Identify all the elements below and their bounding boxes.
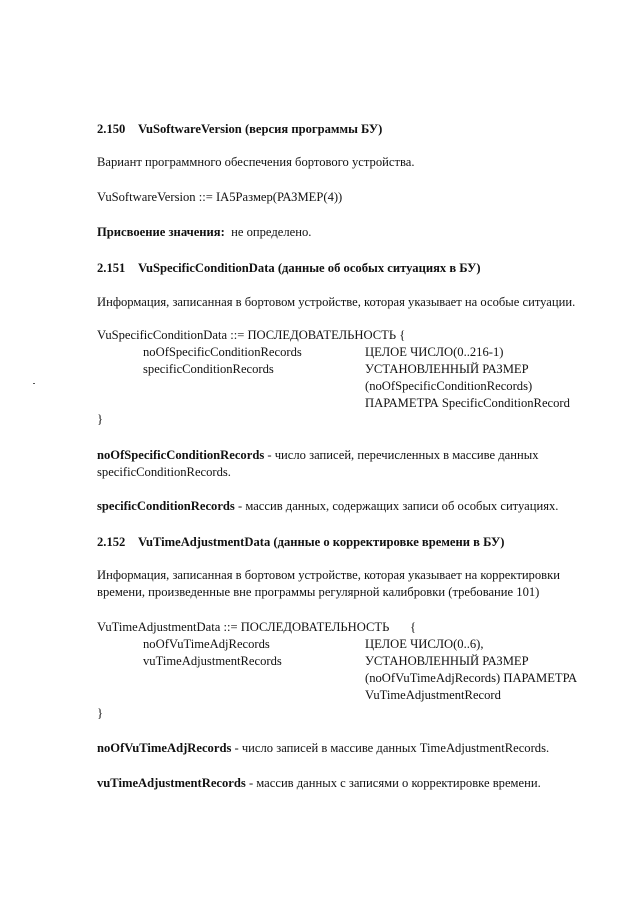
section-heading-2-152 — [97, 535, 504, 550]
scan-speck — [33, 383, 35, 384]
field-type: ЦЕЛОЕ ЧИСЛО(0..216-1) — [365, 345, 504, 359]
value-assignment — [97, 225, 311, 240]
field-type-cont: ПАРАМЕТРА SpecificConditionRecord — [365, 396, 570, 410]
field-name: noOfSpecificConditionRecords — [143, 345, 302, 359]
section-description: Вариант программного обеспечения бортового устройства. — [97, 155, 415, 169]
note-term: noOfVuTimeAdjRecords — [97, 741, 232, 755]
opening-brace: { — [410, 620, 417, 634]
note-text: - число записей в массиве данных TimeAdjustmentRecords. — [231, 741, 550, 755]
section-description: Информация, записанная в бортовом устройстве, которая указывает на особые ситуации. — [97, 295, 576, 309]
field-name: specificConditionRecords — [143, 362, 274, 376]
type-definition: VuSoftwareVersion ::= IA5Размер(РАЗМЕР(4)) — [97, 190, 343, 204]
field-note — [97, 776, 541, 791]
assignment-label: Присвоение значения: — [97, 225, 225, 239]
note-term: specificConditionRecords — [97, 499, 235, 513]
note-text-cont: specificConditionRecords. — [97, 465, 231, 479]
field-type-cont: VuTimeAdjustmentRecord — [365, 688, 501, 702]
section-heading-2-150 — [97, 122, 382, 137]
note-text: - число записей, перечисленных в массиве данных — [264, 448, 539, 462]
note-term: noOfSpecificConditionRecords — [97, 448, 265, 462]
note-text: - массив данных с записями о корректировке времени. — [245, 776, 541, 790]
section-number: 2.151 — [97, 261, 126, 275]
field-type: ЦЕЛОЕ ЧИСЛО(0..6), — [365, 637, 484, 651]
field-type-cont: (noOfVuTimeAdjRecords) ПАРАМЕТРА — [365, 671, 578, 685]
closing-brace: } — [97, 706, 104, 720]
field-name: noOfVuTimeAdjRecords — [143, 637, 270, 651]
field-type: УСТАНОВЛЕННЫЙ РАЗМЕР — [365, 362, 529, 376]
section-number: 2.152 — [97, 535, 126, 549]
section-description-cont: времени, произведенные вне программы регулярной калибровки (требование 101) — [97, 585, 540, 599]
field-type: УСТАНОВЛЕННЫЙ РАЗМЕР — [365, 654, 529, 668]
section-description: Информация, записанная в бортовом устройстве, которая указывает на корректировки — [97, 568, 560, 582]
sequence-definition-head: VuTimeAdjustmentData ::= ПОСЛЕДОВАТЕЛЬНОСТЬ — [97, 620, 390, 634]
section-number: 2.150 — [97, 122, 126, 136]
sequence-definition-head: VuSpecificConditionData ::= ПОСЛЕДОВАТЕЛЬНОСТЬ { — [97, 328, 406, 342]
assignment-value: не определено. — [231, 225, 312, 239]
field-note — [97, 741, 549, 756]
note-term: vuTimeAdjustmentRecords — [97, 776, 246, 790]
field-note — [97, 499, 558, 514]
note-text: - массив данных, содержащих записи об особых ситуациях. — [234, 499, 559, 513]
field-name: vuTimeAdjustmentRecords — [143, 654, 282, 668]
section-title: VuSpecificConditionData (данные об особых ситуациях в БУ) — [138, 261, 481, 275]
closing-brace: } — [97, 412, 104, 426]
field-note — [97, 448, 539, 463]
section-heading-2-151 — [97, 261, 481, 276]
section-title: VuSoftwareVersion (версия программы БУ) — [138, 122, 383, 136]
field-type-cont: (noOfSpecificConditionRecords) — [365, 379, 533, 393]
section-title: VuTimeAdjustmentData (данные о корректировке времени в БУ) — [138, 535, 505, 549]
